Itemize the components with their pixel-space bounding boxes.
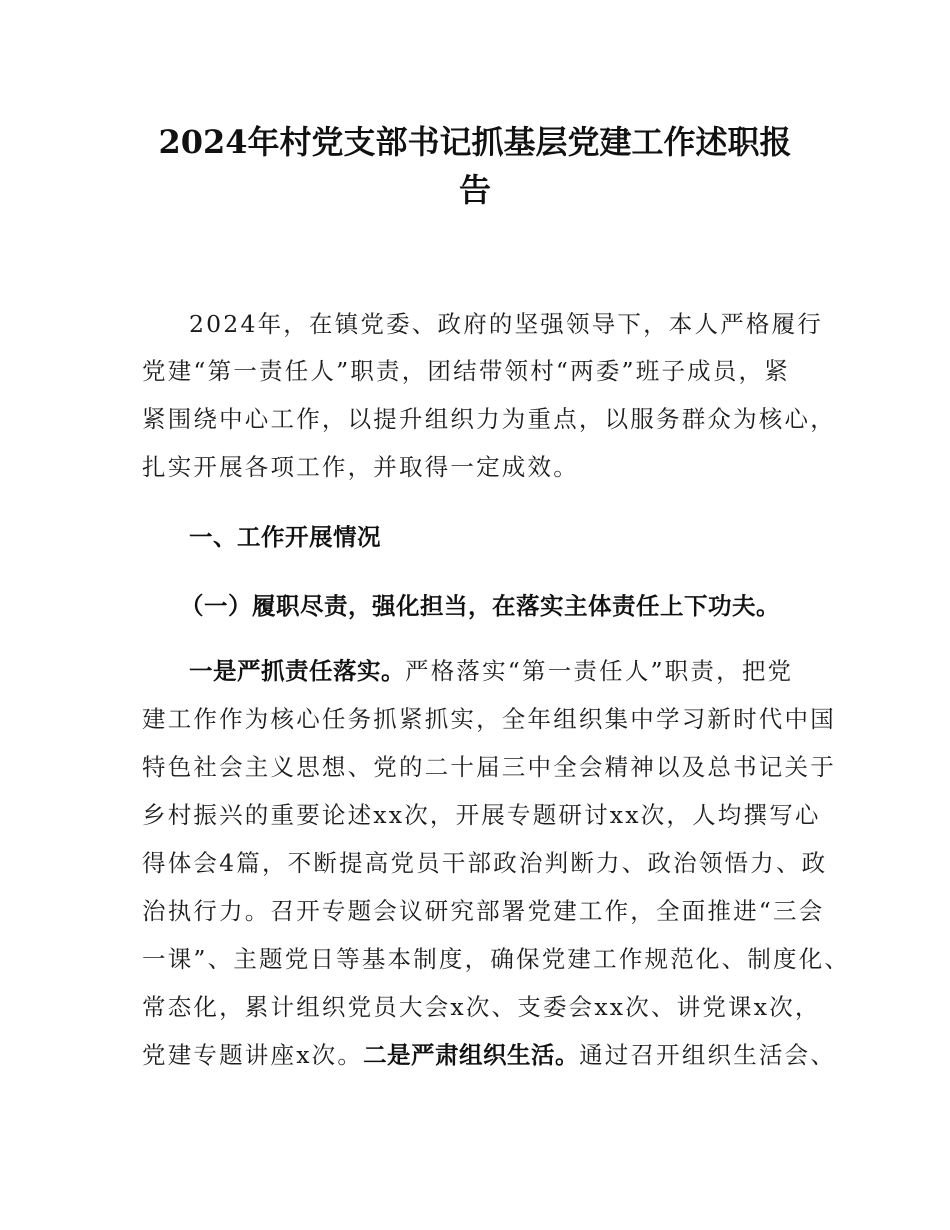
title-line-2: 告 — [458, 171, 491, 209]
body-line-8: 常态化，累计组织党员大会x次、支委会xx次、讲党课x次， — [142, 993, 821, 1021]
point-two-lead: 二是严肃组织生活。 — [363, 1041, 580, 1069]
body-line-5: 得体会4篇，不断提高党员干部政治判断力、政治领悟力、政 — [142, 849, 828, 877]
body-line-9 — [142, 1040, 836, 1070]
body-line-6: 治执行力。召开专题会议研究部署党建工作，全面推进“三会 — [142, 897, 825, 925]
document-title — [140, 118, 810, 214]
title-line-1: 2024年村党支部书记抓基层党建工作述职报 — [158, 123, 792, 161]
intro-line-4: 扎实开展各项工作，并取得一定成效。 — [142, 453, 579, 481]
body-line-9-end: 通过召开组织生活会、 — [579, 1041, 837, 1069]
intro-line-1: 2024年，在镇党委、政府的坚强领导下，本人严格履行 — [189, 310, 824, 338]
body-line-7: 一课”、主题党日等基本制度，确保党建工作规范化、制度化、 — [142, 945, 851, 973]
body-line-9-start: 党建专题讲座x次。 — [142, 1041, 364, 1069]
subsection-heading: （一）履职尽责，强化担当，在落实主体责任上下功夫。 — [180, 592, 780, 620]
point-one-lead: 一是严抓责任落实。 — [189, 657, 405, 685]
body-line-1-text: 严格落实“第一责任人”职责，把党 — [405, 657, 794, 685]
body-line-3: 特色社会主义思想、党的二十届三中全会精神以及总书记关于 — [142, 753, 836, 781]
intro-line-3: 紧围绕中心工作，以提升组织力为重点，以服务群众为核心， — [142, 405, 836, 433]
section-heading: 一、工作开展情况 — [189, 523, 381, 551]
body-line-1 — [189, 656, 793, 686]
intro-line-2: 党建“第一责任人”职责，团结带领村“两委”班子成员，紧 — [142, 357, 790, 385]
body-line-2: 建工作作为核心任务抓紧抓实，全年组织集中学习新时代中国 — [142, 705, 836, 733]
body-line-4: 乡村振兴的重要论述xx次，开展专题研讨xx次，人均撰写心 — [142, 801, 821, 829]
